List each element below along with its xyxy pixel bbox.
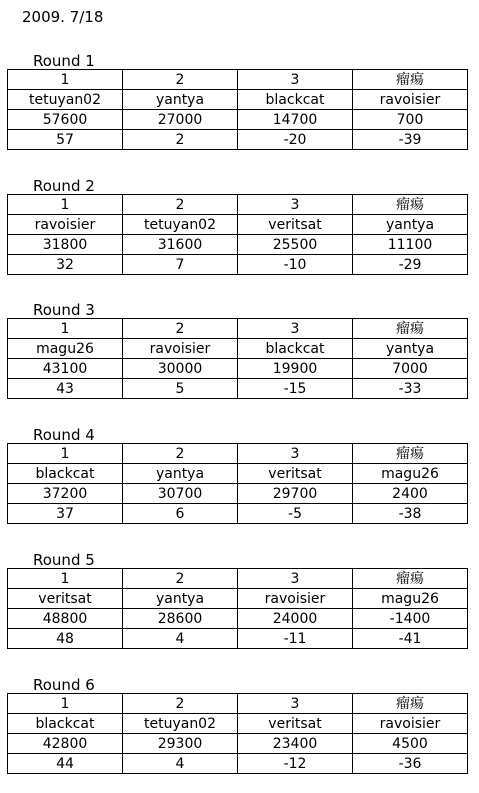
- date-label: 2009. 7/18: [22, 8, 104, 26]
- rank-row: [8, 319, 468, 339]
- rank-cell: 3: [238, 195, 353, 215]
- player-cell: tetuyan02: [8, 90, 123, 110]
- player-cell: veritsat: [8, 589, 123, 609]
- rank-cell: 瘤瘍: [353, 319, 468, 339]
- points-cell: -38: [353, 504, 468, 524]
- score-cell: 14700: [238, 110, 353, 130]
- rank-cell: 2: [123, 694, 238, 714]
- rank-row: [8, 70, 468, 90]
- points-row: [8, 130, 468, 150]
- rank-cell: 瘤瘍: [353, 195, 468, 215]
- score-row: [8, 359, 468, 379]
- points-cell: -11: [238, 629, 353, 649]
- score-cell: 31800: [8, 235, 123, 255]
- points-cell: 2: [123, 130, 238, 150]
- player-cell: ravoisier: [353, 90, 468, 110]
- rank-row: [8, 569, 468, 589]
- rank-cell: 2: [123, 319, 238, 339]
- player-cell: yantya: [123, 90, 238, 110]
- results-table: [7, 693, 468, 774]
- player-cell: magu26: [8, 339, 123, 359]
- player-cell: veritsat: [238, 714, 353, 734]
- rank-cell: 3: [238, 694, 353, 714]
- rank-cell: 瘤瘍: [353, 444, 468, 464]
- points-row: [8, 754, 468, 774]
- points-cell: -15: [238, 379, 353, 399]
- score-cell: 29700: [238, 484, 353, 504]
- rank-cell: 瘤瘍: [353, 694, 468, 714]
- rank-cell: 1: [8, 70, 123, 90]
- player-row: [8, 464, 468, 484]
- score-cell: 2400: [353, 484, 468, 504]
- points-row: [8, 255, 468, 275]
- rank-cell: 2: [123, 195, 238, 215]
- score-cell: 25500: [238, 235, 353, 255]
- rank-cell: 3: [238, 70, 353, 90]
- rank-row: [8, 444, 468, 464]
- rank-cell: 3: [238, 444, 353, 464]
- player-cell: ravoisier: [353, 714, 468, 734]
- player-cell: ravoisier: [238, 589, 353, 609]
- score-cell: 700: [353, 110, 468, 130]
- points-row: [8, 629, 468, 649]
- results-table: [7, 69, 468, 150]
- player-cell: magu26: [353, 464, 468, 484]
- round-title: Round 2: [33, 177, 95, 195]
- player-cell: ravoisier: [8, 215, 123, 235]
- points-cell: -29: [353, 255, 468, 275]
- rank-cell: 瘤瘍: [353, 569, 468, 589]
- points-cell: 37: [8, 504, 123, 524]
- player-cell: yantya: [123, 589, 238, 609]
- points-cell: 48: [8, 629, 123, 649]
- points-cell: 4: [123, 629, 238, 649]
- score-cell: 24000: [238, 609, 353, 629]
- score-row: [8, 110, 468, 130]
- score-cell: 27000: [123, 110, 238, 130]
- rank-cell: 3: [238, 569, 353, 589]
- points-cell: 6: [123, 504, 238, 524]
- score-cell: 7000: [353, 359, 468, 379]
- points-row: [8, 504, 468, 524]
- player-row: [8, 714, 468, 734]
- player-cell: veritsat: [238, 215, 353, 235]
- player-cell: yantya: [353, 339, 468, 359]
- rank-row: [8, 694, 468, 714]
- points-cell: -5: [238, 504, 353, 524]
- player-cell: blackcat: [8, 714, 123, 734]
- round-title: Round 1: [33, 52, 95, 70]
- score-cell: 23400: [238, 734, 353, 754]
- round-title: Round 3: [33, 301, 95, 319]
- results-table: [7, 194, 468, 275]
- rank-cell: 2: [123, 569, 238, 589]
- rank-cell: 瘤瘍: [353, 70, 468, 90]
- score-cell: 28600: [123, 609, 238, 629]
- player-cell: blackcat: [238, 339, 353, 359]
- points-cell: 57: [8, 130, 123, 150]
- points-cell: 4: [123, 754, 238, 774]
- player-row: [8, 339, 468, 359]
- score-cell: 31600: [123, 235, 238, 255]
- points-cell: -41: [353, 629, 468, 649]
- player-row: [8, 90, 468, 110]
- player-cell: tetuyan02: [123, 215, 238, 235]
- score-cell: 37200: [8, 484, 123, 504]
- points-cell: 44: [8, 754, 123, 774]
- score-row: [8, 235, 468, 255]
- player-cell: yantya: [123, 464, 238, 484]
- score-cell: 48800: [8, 609, 123, 629]
- score-cell: 30700: [123, 484, 238, 504]
- score-cell: 4500: [353, 734, 468, 754]
- score-cell: 19900: [238, 359, 353, 379]
- points-cell: 5: [123, 379, 238, 399]
- score-cell: 43100: [8, 359, 123, 379]
- results-table: [7, 443, 468, 524]
- round-title: Round 6: [33, 676, 95, 694]
- points-cell: -39: [353, 130, 468, 150]
- score-cell: 42800: [8, 734, 123, 754]
- player-cell: ravoisier: [123, 339, 238, 359]
- points-cell: 32: [8, 255, 123, 275]
- score-cell: 57600: [8, 110, 123, 130]
- rank-cell: 1: [8, 195, 123, 215]
- points-cell: -20: [238, 130, 353, 150]
- rank-cell: 1: [8, 569, 123, 589]
- rank-cell: 2: [123, 70, 238, 90]
- points-cell: -12: [238, 754, 353, 774]
- results-table: [7, 318, 468, 399]
- score-row: [8, 484, 468, 504]
- score-cell: -1400: [353, 609, 468, 629]
- rank-cell: 1: [8, 444, 123, 464]
- player-cell: blackcat: [238, 90, 353, 110]
- player-cell: tetuyan02: [123, 714, 238, 734]
- points-row: [8, 379, 468, 399]
- score-row: [8, 734, 468, 754]
- player-row: [8, 589, 468, 609]
- player-cell: yantya: [353, 215, 468, 235]
- player-cell: blackcat: [8, 464, 123, 484]
- points-cell: -36: [353, 754, 468, 774]
- rank-cell: 1: [8, 694, 123, 714]
- rank-row: [8, 195, 468, 215]
- player-cell: veritsat: [238, 464, 353, 484]
- player-row: [8, 215, 468, 235]
- score-cell: 29300: [123, 734, 238, 754]
- player-cell: magu26: [353, 589, 468, 609]
- points-cell: 43: [8, 379, 123, 399]
- round-title: Round 5: [33, 551, 95, 569]
- rank-cell: 3: [238, 319, 353, 339]
- round-title: Round 4: [33, 426, 95, 444]
- score-row: [8, 609, 468, 629]
- score-cell: 30000: [123, 359, 238, 379]
- rank-cell: 1: [8, 319, 123, 339]
- results-table: [7, 568, 468, 649]
- points-cell: 7: [123, 255, 238, 275]
- points-cell: -33: [353, 379, 468, 399]
- rank-cell: 2: [123, 444, 238, 464]
- points-cell: -10: [238, 255, 353, 275]
- score-cell: 11100: [353, 235, 468, 255]
